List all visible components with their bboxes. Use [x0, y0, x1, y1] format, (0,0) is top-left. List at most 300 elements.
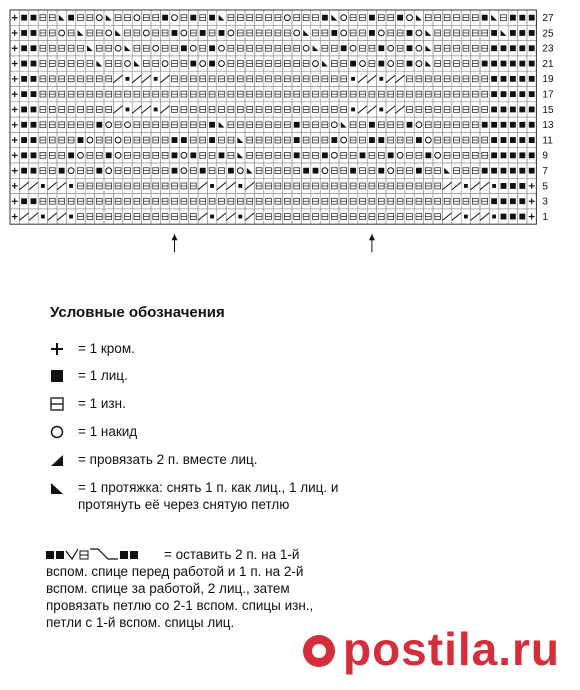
legend-title: Условные обозначения	[50, 304, 225, 321]
knit-stitch	[68, 152, 74, 158]
yarn-over	[360, 61, 366, 67]
knit-stitch	[519, 198, 525, 204]
cable-line	[367, 75, 376, 83]
knit-stitch	[322, 15, 328, 21]
yarn-over	[331, 152, 337, 158]
cable-stitch	[126, 77, 130, 81]
skpo-stitch	[134, 61, 140, 67]
knit-stitch	[519, 168, 525, 174]
knit-stitch	[501, 152, 507, 158]
knit-stitch	[21, 137, 27, 143]
knit-stitch	[228, 168, 234, 174]
knit-stitch	[510, 107, 516, 113]
knit-stitch	[491, 76, 497, 82]
legend-text: = провязать 2 п. вместе лиц.	[78, 452, 258, 467]
yarn-over	[115, 137, 121, 143]
yarn-over	[407, 15, 413, 21]
knit-stitch	[341, 45, 347, 51]
knit-stitch	[378, 168, 384, 174]
knit-stitch	[172, 137, 178, 143]
repeat-arrow-head	[369, 234, 375, 240]
knit-stitch	[172, 168, 178, 174]
yarn-over	[68, 168, 74, 174]
knit-stitch	[529, 61, 535, 67]
knit-stitch	[510, 61, 516, 67]
knit-stitch	[397, 15, 403, 21]
knit-stitch	[21, 107, 27, 113]
cable-line	[471, 213, 480, 221]
cable-stitch	[69, 215, 73, 219]
yarn-over	[106, 168, 112, 174]
row-number: 23	[542, 43, 554, 55]
knit-stitch	[369, 15, 375, 21]
cable-line	[245, 213, 254, 221]
cable-line	[160, 106, 169, 114]
knit-stitch	[21, 91, 27, 97]
yarn-over	[331, 122, 337, 128]
cable-line	[452, 213, 461, 221]
skpo-stitch	[247, 168, 253, 174]
knit-stitch	[491, 45, 497, 51]
cable-line	[113, 75, 122, 83]
knit-stitch	[491, 91, 497, 97]
knit-stitch	[519, 76, 525, 82]
skpo-stitch	[237, 152, 243, 158]
knit-stitch	[294, 152, 300, 158]
knit-stitch	[190, 152, 196, 158]
legend-item-cable	[46, 546, 336, 631]
yarn-over	[181, 30, 187, 36]
knit-stitch	[369, 137, 375, 143]
cable-line	[226, 213, 235, 221]
legend-item-knit	[46, 367, 128, 384]
knit-stitch	[407, 122, 413, 128]
knit-stitch	[501, 61, 507, 67]
knit-stitch	[510, 214, 516, 220]
knit-stitch	[519, 30, 525, 36]
legend-item-k2tog	[46, 451, 257, 468]
yarn-over	[388, 45, 394, 51]
knit-stitch	[501, 198, 507, 204]
knit-stitch	[322, 152, 328, 158]
knit-stitch	[200, 168, 206, 174]
knit-stitch	[31, 30, 37, 36]
cable-line	[48, 182, 57, 190]
knit-stitch	[425, 152, 431, 158]
knit-stitch	[529, 15, 535, 21]
postila-logo-icon	[301, 633, 337, 669]
knit-stitch	[510, 76, 516, 82]
knit-stitch	[96, 168, 102, 174]
yarn-over	[341, 15, 347, 21]
cable-line	[217, 213, 226, 221]
yarn-over	[228, 30, 234, 36]
knit-stitch	[482, 122, 488, 128]
cable-line	[480, 213, 489, 221]
watermark-text: postila.ru	[342, 623, 560, 675]
row-number: 21	[542, 58, 554, 70]
knit-stitch	[501, 107, 507, 113]
knit-stitch	[21, 15, 27, 21]
knit-stitch	[529, 152, 535, 158]
knit-stitch	[21, 30, 27, 36]
left-triangle-icon	[46, 479, 68, 496]
yarn-over	[125, 122, 131, 128]
knit-stitch	[510, 15, 516, 21]
knit-stitch	[369, 30, 375, 36]
knit-stitch	[21, 168, 27, 174]
legend-text: = 1 кром.	[78, 341, 135, 356]
yarn-over	[190, 45, 196, 51]
knit-stitch	[21, 122, 27, 128]
yarn-over	[416, 122, 422, 128]
row-number: 1	[542, 211, 548, 223]
skpo-stitch	[425, 45, 431, 51]
yarn-over	[96, 15, 102, 21]
knit-stitch	[519, 214, 525, 220]
cable-line	[19, 213, 28, 221]
yarn-over	[303, 45, 309, 51]
yarn-over	[416, 61, 422, 67]
grid-cell	[499, 25, 508, 40]
knit-stitch	[378, 45, 384, 51]
skpo-stitch	[341, 122, 347, 128]
knit-stitch	[510, 168, 516, 174]
cable-line	[395, 106, 404, 114]
row-number: 3	[542, 196, 548, 208]
knit-stitch	[68, 15, 74, 21]
knit-stitch	[407, 30, 413, 36]
yarn-over	[143, 30, 149, 36]
skpo-stitch	[106, 15, 112, 21]
plus-icon	[46, 340, 68, 357]
knit-stitch	[529, 91, 535, 97]
knit-stitch	[388, 152, 394, 158]
yarn-over	[78, 152, 84, 158]
cable-line	[132, 106, 141, 114]
knit-stitch	[416, 168, 422, 174]
yarn-over	[153, 45, 159, 51]
yarn-over	[350, 45, 356, 51]
yarn-over	[237, 168, 243, 174]
knit-stitch	[529, 45, 535, 51]
knit-stitch	[482, 15, 488, 21]
yarn-over	[172, 15, 178, 21]
cable-stitch	[464, 215, 468, 219]
knit-stitch	[31, 15, 37, 21]
row-number: 19	[542, 74, 554, 86]
yarn-over	[322, 168, 328, 174]
grid-cell	[113, 25, 122, 40]
legend-text: = 1 лиц.	[78, 368, 128, 383]
knit-stitch	[510, 183, 516, 189]
cable-stitch	[351, 77, 355, 81]
cable-line	[113, 106, 122, 114]
grid-cell	[76, 25, 85, 40]
knit-stitch	[519, 61, 525, 67]
knit-stitch	[491, 168, 497, 174]
right-triangle-icon	[46, 451, 68, 468]
knit-stitch	[519, 183, 525, 189]
knit-stitch	[519, 15, 525, 21]
skpo-stitch	[416, 15, 422, 21]
knit-stitch	[78, 137, 84, 143]
knit-stitch	[209, 45, 215, 51]
cable-line	[132, 75, 141, 83]
knit-stitch	[219, 152, 225, 158]
legend-text: = 1 накид	[78, 424, 138, 439]
skpo-stitch	[78, 30, 84, 36]
yarn-over	[106, 122, 112, 128]
skpo-stitch	[444, 168, 450, 174]
knit-stitch	[360, 152, 366, 158]
legend-item-skpo	[46, 479, 348, 513]
knit-stitch	[491, 137, 497, 143]
grid-cell	[320, 56, 329, 71]
cable-line	[226, 182, 235, 190]
knit-stitch	[510, 152, 516, 158]
knit-stitch	[510, 30, 516, 36]
row-number: 13	[542, 120, 554, 132]
circle-icon	[46, 423, 68, 440]
cable-line	[198, 182, 207, 190]
row-number: 5	[542, 181, 548, 193]
knit-stitch	[209, 61, 215, 67]
yarn-over	[181, 152, 187, 158]
knit-stitch	[529, 76, 535, 82]
cable-line	[358, 106, 367, 114]
skpo-stitch	[425, 61, 431, 67]
cable-stitch	[41, 184, 45, 188]
legend-item-edge	[46, 340, 135, 357]
legend-text: = 1 изн.	[78, 396, 126, 411]
cable-line	[358, 75, 367, 83]
cable-line	[142, 75, 151, 83]
knit-stitch	[529, 30, 535, 36]
knit-stitch	[172, 152, 178, 158]
yarn-over	[181, 168, 187, 174]
yarn-over	[87, 137, 93, 143]
cable-stitch	[238, 215, 242, 219]
knit-stitch	[172, 30, 178, 36]
yarn-over	[134, 15, 140, 21]
knit-stitch	[501, 214, 507, 220]
legend-text: = 1 протяжка: снять 1 п. как лиц., 1 лиц. и протянуть её через снятую петлю	[78, 480, 339, 512]
cable-stitch	[379, 77, 383, 81]
purl-square-icon	[46, 395, 68, 412]
yarn-over	[416, 30, 422, 36]
cable-stitch	[154, 77, 158, 81]
cable-line	[386, 75, 395, 83]
knit-stitch	[482, 61, 488, 67]
knit-stitch	[501, 91, 507, 97]
row-number: 15	[542, 104, 554, 116]
cable-stitch	[69, 184, 73, 188]
cable-symbol-icon	[46, 547, 156, 561]
cable-stitch	[210, 215, 214, 219]
cable-line	[480, 182, 489, 190]
yarn-over	[341, 30, 347, 36]
row-number: 11	[542, 135, 553, 147]
knit-stitch	[209, 122, 215, 128]
knit-stitch	[378, 61, 384, 67]
knit-stitch	[21, 45, 27, 51]
knit-stitch	[190, 15, 196, 21]
knit-stitch	[31, 91, 37, 97]
knit-stitch	[491, 61, 497, 67]
chart-grid	[0, 0, 580, 270]
knit-stitch	[31, 107, 37, 113]
knit-stitch	[209, 137, 215, 143]
knit-stitch	[407, 61, 413, 67]
cable-line	[142, 106, 151, 114]
knit-stitch	[21, 76, 27, 82]
skpo-stitch	[125, 45, 131, 51]
cable-stitch	[464, 184, 468, 188]
knit-stitch	[519, 152, 525, 158]
cable-line	[367, 106, 376, 114]
skpo-stitch	[237, 137, 243, 143]
yarn-over	[435, 152, 441, 158]
knit-stitch	[162, 15, 168, 21]
knit-stitch	[501, 76, 507, 82]
skpo-stitch	[322, 61, 328, 67]
knit-stitch	[529, 122, 535, 128]
yarn-over	[425, 137, 431, 143]
skpo-stitch	[501, 30, 507, 36]
knit-stitch	[529, 137, 535, 143]
knit-stitch	[369, 122, 375, 128]
cable-line	[29, 182, 38, 190]
knit-stitch	[519, 137, 525, 143]
filled-square-icon	[46, 367, 68, 384]
yarn-over	[219, 61, 225, 67]
yarn-over	[115, 152, 121, 158]
knit-stitch	[331, 30, 337, 36]
skpo-stitch	[491, 15, 497, 21]
yarn-over	[125, 61, 131, 67]
cable-line	[19, 182, 28, 190]
cable-stitch	[126, 108, 130, 112]
yarn-over	[106, 30, 112, 36]
knit-stitch	[200, 30, 206, 36]
row-number: 7	[542, 166, 548, 178]
cable-line	[57, 182, 66, 190]
knit-stitch	[519, 45, 525, 51]
knit-stitch	[31, 198, 37, 204]
knit-stitch	[529, 168, 535, 174]
knit-stitch	[519, 122, 525, 128]
yarn-over	[397, 152, 403, 158]
knit-stitch	[31, 168, 37, 174]
yarn-over	[388, 168, 394, 174]
yarn-over	[388, 61, 394, 67]
knit-stitch	[21, 152, 27, 158]
knit-stitch	[491, 198, 497, 204]
cable-line	[442, 182, 451, 190]
skpo-stitch	[219, 15, 225, 21]
yarn-over	[416, 45, 422, 51]
knit-stitch	[96, 122, 102, 128]
knit-stitch	[350, 61, 356, 67]
yarn-over	[115, 45, 121, 51]
cable-stitch	[351, 108, 355, 112]
cable-line	[245, 182, 254, 190]
grid-cell	[414, 10, 423, 25]
cable-line	[198, 213, 207, 221]
knit-stitch	[378, 137, 384, 143]
repeat-arrow-head	[172, 234, 178, 240]
cable-stitch	[154, 108, 158, 112]
row-number: 9	[542, 150, 548, 162]
knit-stitch	[31, 76, 37, 82]
knitting-chart	[0, 0, 580, 270]
cable-stitch	[41, 215, 45, 219]
yarn-over	[219, 45, 225, 51]
knit-stitch	[209, 15, 215, 21]
cable-line	[217, 182, 226, 190]
knit-stitch	[219, 30, 225, 36]
knit-stitch	[510, 137, 516, 143]
cable-line	[386, 106, 395, 114]
knit-stitch	[331, 137, 337, 143]
knit-stitch	[303, 168, 309, 174]
cable-stitch	[492, 184, 496, 188]
knit-stitch	[501, 122, 507, 128]
knit-stitch	[31, 61, 37, 67]
yarn-over	[162, 61, 168, 67]
row-number: 27	[542, 13, 554, 25]
knit-stitch	[510, 45, 516, 51]
skpo-stitch	[115, 30, 121, 36]
knit-stitch	[501, 168, 507, 174]
knit-stitch	[519, 107, 525, 113]
yarn-over	[313, 61, 319, 67]
knit-stitch	[491, 152, 497, 158]
grid-cell	[424, 25, 433, 40]
cable-stitch	[379, 108, 383, 112]
grid-cell	[57, 10, 66, 25]
knit-stitch	[59, 168, 65, 174]
knit-stitch	[294, 122, 300, 128]
yarn-over	[200, 61, 206, 67]
knit-stitch	[491, 107, 497, 113]
knit-stitch	[510, 122, 516, 128]
knit-stitch	[501, 137, 507, 143]
skpo-stitch	[331, 15, 337, 21]
skpo-stitch	[303, 30, 309, 36]
knit-stitch	[491, 122, 497, 128]
cable-stitch	[238, 184, 242, 188]
knit-stitch	[510, 198, 516, 204]
knit-stitch	[190, 61, 196, 67]
cable-line	[471, 182, 480, 190]
knit-stitch	[21, 198, 27, 204]
cable-line	[29, 213, 38, 221]
skpo-stitch	[425, 30, 431, 36]
knit-stitch	[407, 45, 413, 51]
knit-stitch	[416, 137, 422, 143]
knit-stitch	[501, 183, 507, 189]
knit-stitch	[482, 168, 488, 174]
knit-stitch	[350, 168, 356, 174]
skpo-stitch	[96, 61, 102, 67]
knit-stitch	[529, 107, 535, 113]
legend-item-purl	[46, 395, 126, 412]
skpo-stitch	[87, 45, 93, 51]
knit-stitch	[510, 91, 516, 97]
yarn-over	[341, 137, 347, 143]
